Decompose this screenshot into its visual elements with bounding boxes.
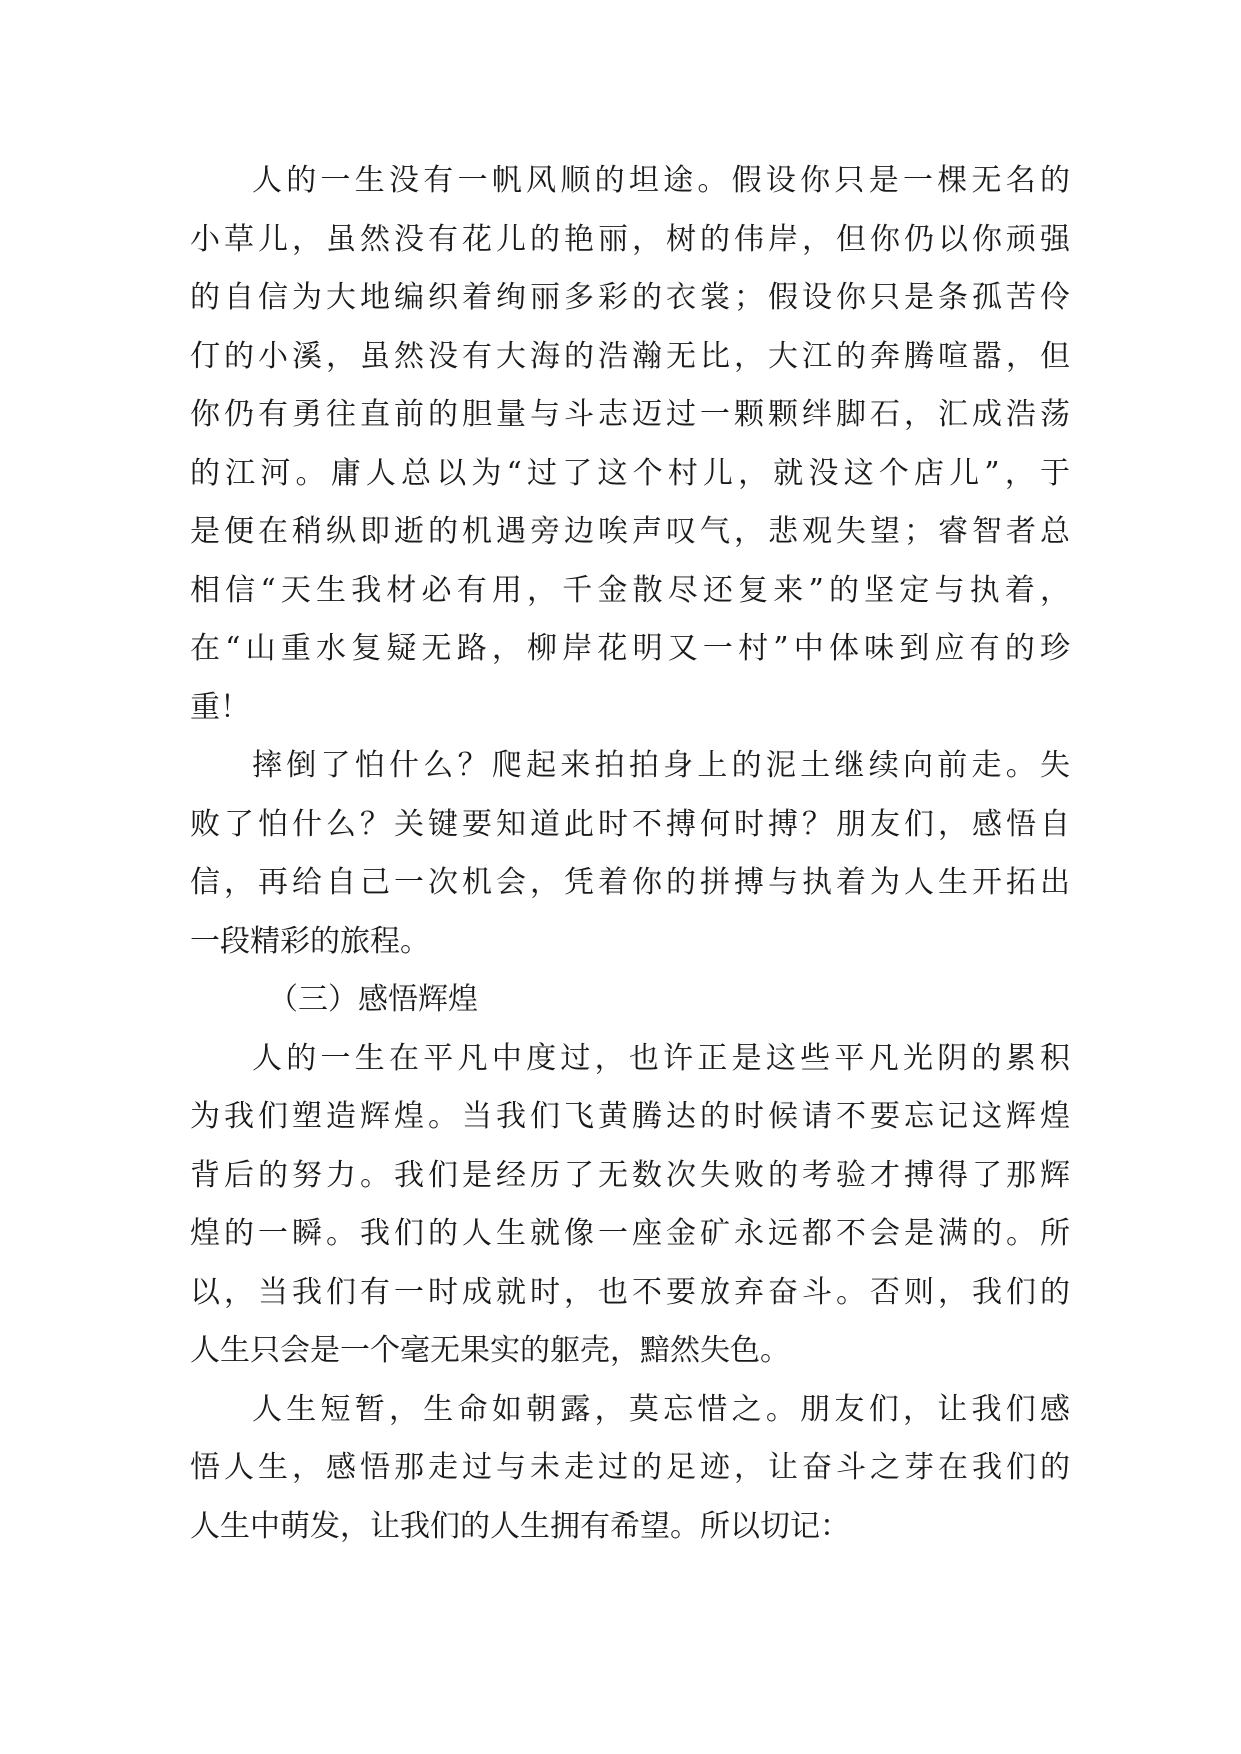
paragraph [190, 1381, 1070, 1557]
text-line: 为我们塑造辉煌。当我们飞黄腾达的时候请不要忘记这辉煌 [190, 1099, 1070, 1134]
text-line: 背后的努力。我们是经历了无数次失败的考验才搏得了那辉 [190, 1157, 1070, 1193]
text-line: 的江河。庸人总以为“过了这个村儿，就没这个店儿”，于 [190, 455, 1070, 491]
text-line: 仃的小溪，虽然没有大海的浩瀚无比，大江的奔腾喧嚣，但 [190, 338, 1070, 374]
paragraph [190, 737, 1070, 971]
text-line: 煌的一瞬。我们的人生就像一座金矿永远都不会是满的。所 [190, 1216, 1070, 1251]
paragraph [190, 1030, 1070, 1381]
section-heading [190, 971, 1070, 1030]
text-line: 以，当我们有一时成就时，也不要放弃奋斗。否则，我们的 [190, 1274, 1070, 1310]
text-line: 重！ [190, 689, 250, 725]
text-line: 的自信为大地编织着绚丽多彩的衣裳；假设你只是条孤苦伶 [190, 280, 1070, 315]
document-body [190, 152, 1070, 1556]
text-line: 摔倒了怕什么？爬起来拍拍身上的泥土继续向前走。失 [252, 748, 1070, 783]
text-line: 悟人生，感悟那走过与未走过的足迹，让奋斗之芽在我们的 [190, 1450, 1070, 1485]
section-heading-text: （三）感悟辉煌 [268, 982, 478, 1017]
paragraph [190, 152, 1070, 737]
text-line: 相信“天生我材必有用，千金散尽还复来”的坚定与执着， [190, 572, 1070, 608]
text-line: 人的一生没有一帆风顺的坦途。假设你只是一棵无名的 [252, 163, 1070, 198]
text-line: 人生只会是一个毫无果实的躯壳，黯然失色。 [190, 1333, 790, 1368]
text-line: 人的一生在平凡中度过，也许正是这些平凡光阴的累积 [252, 1040, 1070, 1076]
text-line: 你仍有勇往直前的胆量与斗志迈过一颗颗绊脚石，汇成浩荡 [190, 397, 1070, 432]
text-line: 人生短暂，生命如朝露，莫忘惜之。朋友们，让我们感 [252, 1391, 1070, 1427]
text-line: 人生中萌发，让我们的人生拥有希望。所以切记： [190, 1508, 850, 1544]
text-line: 小草儿，虽然没有花儿的艳丽，树的伟岸，但你仍以你顽强 [190, 221, 1070, 257]
text-line: 在“山重水复疑无路，柳岸花明又一村”中体味到应有的珍 [190, 631, 1070, 666]
text-line: 一段精彩的旅程。 [190, 923, 430, 959]
text-line: 败了怕什么？关键要知道此时不搏何时搏？朋友们，感悟自 [190, 806, 1070, 842]
text-line: 是便在稍纵即逝的机遇旁边唉声叹气，悲观失望；睿智者总 [190, 514, 1070, 549]
text-line: 信，再给自己一次机会，凭着你的拼搏与执着为人生开拓出 [190, 865, 1070, 900]
